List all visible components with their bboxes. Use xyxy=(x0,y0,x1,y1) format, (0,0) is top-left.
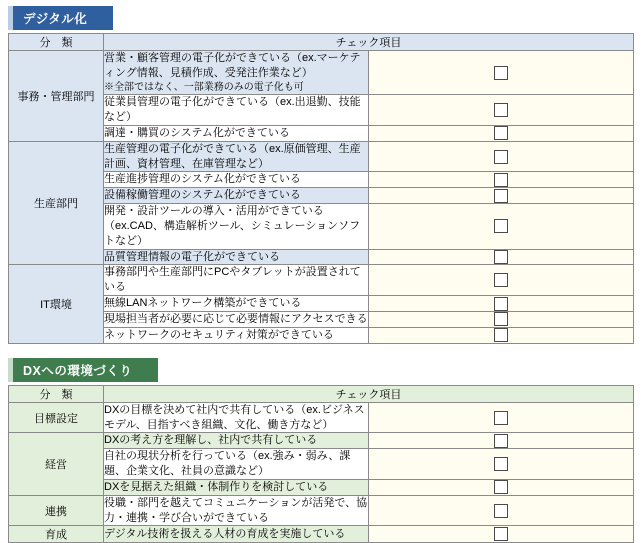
checkbox-cell[interactable] xyxy=(369,95,634,126)
checkbox[interactable] xyxy=(494,103,508,117)
check-item-cell xyxy=(104,125,369,141)
checkbox[interactable] xyxy=(494,273,508,287)
check-item-text: 自社の現状分析を行っている（ex.強み・弱み、課題、企業文化、社員の意識など） xyxy=(104,450,351,478)
sections-container xyxy=(8,6,634,543)
column-header-category: 分 類 xyxy=(9,385,104,402)
checkbox-cell[interactable] xyxy=(369,526,634,543)
checkbox[interactable] xyxy=(494,480,508,494)
table-header-row xyxy=(9,385,634,402)
table-row xyxy=(9,526,634,543)
check-item-cell xyxy=(104,188,369,204)
check-item-text: 調達・購買のシステム化ができている xyxy=(104,126,290,139)
check-item-cell xyxy=(104,172,369,188)
check-item-cell xyxy=(104,265,369,296)
category-cell: 連携 xyxy=(9,495,104,526)
category-cell: 育成 xyxy=(9,526,104,543)
checkbox[interactable] xyxy=(494,126,508,140)
checkbox-cell[interactable] xyxy=(369,327,634,343)
table-row xyxy=(9,51,634,95)
column-header-category: 分 類 xyxy=(9,34,104,51)
checkbox-cell[interactable] xyxy=(369,265,634,296)
check-item-text: 生産管理の電子化ができている（ex.原価管理、生産計画、資材管理、在庫管理など） xyxy=(104,142,361,170)
check-item-cell xyxy=(104,449,369,480)
section-heading: DXへの環境づくり xyxy=(8,358,158,382)
check-item-note: ※全部ではなく、一部業務のみの電子化も可 xyxy=(104,81,304,93)
checkbox-cell[interactable] xyxy=(369,249,634,265)
check-item-cell xyxy=(104,526,369,543)
checkbox-cell[interactable] xyxy=(369,141,634,172)
check-item-cell xyxy=(104,296,369,312)
checkbox-cell[interactable] xyxy=(369,296,634,312)
checklist-table xyxy=(8,33,634,344)
checkbox[interactable] xyxy=(494,173,508,187)
checkbox[interactable] xyxy=(494,411,508,425)
checkbox-cell[interactable] xyxy=(369,125,634,141)
check-item-text: 事務部門や生産部門にPCやタブレットが設置されている xyxy=(104,266,361,294)
checkbox[interactable] xyxy=(494,189,508,203)
checkbox-cell[interactable] xyxy=(369,479,634,495)
checkbox[interactable] xyxy=(494,527,508,541)
table-header-row xyxy=(9,34,634,51)
column-header-check-item: チェック項目 xyxy=(104,34,634,51)
check-item-text: デジタル技術を扱える人材の育成を実施している xyxy=(104,528,346,541)
checkbox[interactable] xyxy=(494,297,508,311)
category-cell: 経営 xyxy=(9,433,104,495)
checkbox[interactable] xyxy=(494,66,508,80)
table-row xyxy=(9,433,634,449)
checkbox[interactable] xyxy=(494,504,508,518)
checkbox-cell[interactable] xyxy=(369,188,634,204)
check-item-cell xyxy=(104,433,369,449)
checkbox[interactable] xyxy=(494,457,508,471)
checkbox-cell[interactable] xyxy=(369,204,634,250)
check-item-text: 営業・顧客管理の電子化ができている（ex.マーケティング情報、見積作成、受発注作業など） xyxy=(104,52,361,79)
check-item-text: 設備稼働管理のシステム化ができている xyxy=(104,189,301,202)
checkbox[interactable] xyxy=(494,328,508,342)
table-row xyxy=(9,141,634,172)
check-item-cell xyxy=(104,141,369,172)
checkbox[interactable] xyxy=(494,434,508,448)
section-spacer xyxy=(8,344,634,358)
check-item-cell xyxy=(104,95,369,126)
check-item-cell xyxy=(104,402,369,433)
check-item-text: 品質管理情報の電子化ができている xyxy=(104,250,280,263)
check-item-text: 従業員管理の電子化ができている（ex.出退勤、技能など） xyxy=(104,96,361,124)
checkbox-cell[interactable] xyxy=(369,402,634,433)
check-item-text: DXの目標を決めて社内で共有している（ex.ビジネスモデル、目指すべき組織、文化、働き方など） xyxy=(104,403,365,431)
category-cell: 目標設定 xyxy=(9,402,104,433)
check-item-cell xyxy=(104,204,369,250)
checkbox-cell[interactable] xyxy=(369,51,634,95)
check-item-text: 役職・部門を越えてコミュニケーションが活発で、協力・連携・学び合いができている xyxy=(104,496,368,524)
checkbox[interactable] xyxy=(494,150,508,164)
category-cell: 事務・管理部門 xyxy=(9,51,104,142)
section-heading: デジタル化 xyxy=(8,6,113,30)
checkbox-cell[interactable] xyxy=(369,433,634,449)
check-item-text: DXを見据えた組織・体制作りを検討している xyxy=(104,480,329,493)
category-cell: 生産部門 xyxy=(9,141,104,265)
check-item-text: 現場担当者が必要に応じて必要情報にアクセスできる xyxy=(104,313,368,325)
check-item-text: 開発・設計ツールの導入・活用ができている（ex.CAD、構造解析ツール、シミュレーションソフトなど） xyxy=(104,205,361,247)
check-item-cell xyxy=(104,479,369,495)
check-item-text: 無線LANネットワーク構築ができている xyxy=(104,297,302,310)
checklist-table xyxy=(8,385,634,543)
table-row xyxy=(9,265,634,296)
checkbox-cell[interactable] xyxy=(369,172,634,188)
check-item-cell xyxy=(104,312,369,328)
checkbox[interactable] xyxy=(494,250,508,264)
table-row xyxy=(9,402,634,433)
check-item-text: ネットワークのセキュリティ対策ができている xyxy=(104,328,334,341)
checkbox-cell[interactable] xyxy=(369,449,634,480)
checkbox[interactable] xyxy=(494,219,508,233)
check-item-text: 生産進捗管理のシステム化ができている xyxy=(104,173,301,186)
table-row xyxy=(9,495,634,526)
check-item-text: DXの考え方を理解し、社内で共有している xyxy=(104,434,318,447)
check-item-cell xyxy=(104,327,369,343)
column-header-check-item: チェック項目 xyxy=(104,385,634,402)
check-item-cell xyxy=(104,249,369,265)
category-cell: IT環境 xyxy=(9,265,104,343)
checkbox-cell[interactable] xyxy=(369,495,634,526)
check-item-cell xyxy=(104,495,369,526)
checkbox-cell[interactable] xyxy=(369,312,634,328)
checkbox[interactable] xyxy=(494,312,508,326)
check-item-cell xyxy=(104,51,369,95)
